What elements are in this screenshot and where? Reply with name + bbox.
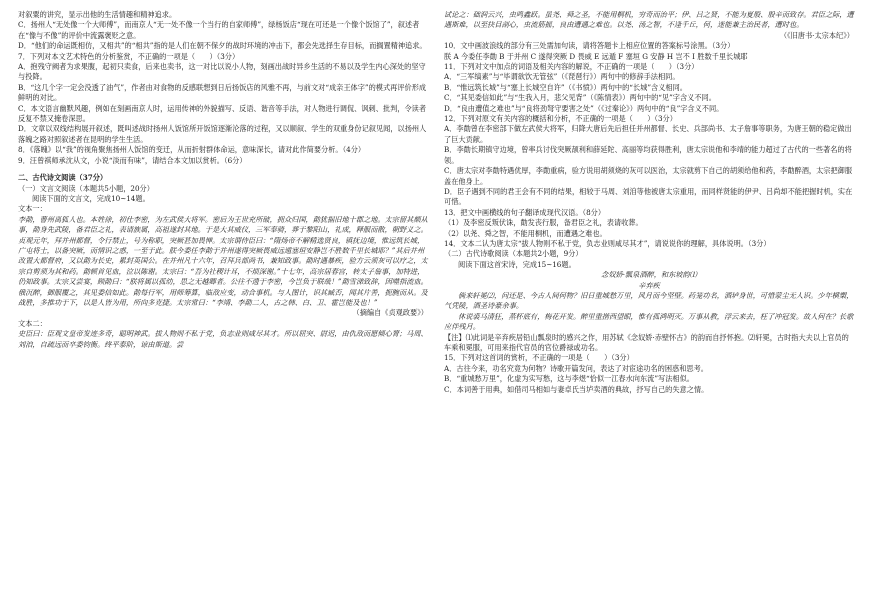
left-paragraph-l4: 7．下列对本文艺术特色的分析鉴赏，不正确的一项是（ ）（3分） <box>18 51 240 61</box>
right-paragraph-r25: 【注】⑴此词是辛弃疾居铅山瓢泉时的感兴之作，用苏轼《念奴娇·赤壁怀古》的韵而自抒怀抱。⑵轩冕，古时指大夫以上官员的车乘和冕服，可用来指代官员的官位爵禄或功名。 <box>444 332 849 352</box>
left-paragraph-l7: C．本文语言幽默风趣，例如在刻画南京人时，运用传神的外貌描写、反语、谐音等手法，对人物进行调侃、讽刺、批判，令读者反复不禁又掩卷深思。 <box>18 103 427 124</box>
left-paragraph-l11 <box>18 166 428 170</box>
right-paragraph-r2: （《旧唐书·太宗本纪》） <box>779 30 854 40</box>
right-paragraph-r13: C．唐太宗对李勣特遇优厚，李勣重病，验方说用胡须烧的灰可以医治，太宗就剪下自己的胡须给他和药，李勣醉酒，太宗把御服盖在他身上。 <box>444 166 853 186</box>
left-paragraph-l12: 二、古代诗文阅读（37分） <box>18 173 108 183</box>
right-paragraph-r19: （二）古代诗歌阅读（本题共2小题，9分） <box>444 249 583 259</box>
left-paragraph-l1: 对叙粟的讲究，显示出他的生活情趣和精神追求。 <box>18 10 177 19</box>
left-paragraph-l3: D．“他们的命运既相仿，又相共”的“相共”指的是人们在朝不保夕的战时环境的冲击下，都会先选择生存目标，而搁置精神追求。 <box>18 41 427 51</box>
right-paragraph-r23: 倘来轩冕⑵，问还是、今古人间何物？旧日重城愁万里，风月而今坚壁。药笼功名，酒垆身世，可惜蒙尘无人识。少年横槊，气凭陵，酒圣诗豪余事。 <box>444 290 854 311</box>
left-paragraph-l6: B．“这几个字一定会没透了油气”，作者由对食物的反感联想到日后扬饭店的风雅不再，与前文对“成亲王体字”的模式再评价形成鲜明的对比。 <box>18 82 427 103</box>
right-paragraph-r9: D．“良由遭值之难也”与“良将劲弩守要害之处”（《过秦论》）两句中的“良”字含义不同。 <box>444 103 724 113</box>
right-paragraph-r10: 12．下列对原文有关内容的概括和分析，不正确的一项是（ ）（3分） <box>444 114 677 124</box>
left-paragraph-l5: A．抱残守阙者为求果腹，起初只卖食，后来也卖书，这一对比以说小人物，刻画出战时异乡生活的不易以及学生内心深处的坚守与投降。 <box>18 62 426 82</box>
left-paragraph-l14: 阅读下面的文言文，完成10~14题。 <box>32 193 150 203</box>
right-paragraph-r17: （2）以尧、舜之智，不能用桐机，而遭遇之难也。 <box>444 228 607 238</box>
left-paragraph-l13: （一）文言文阅读（本题共5小题，20分） <box>18 183 154 193</box>
left-paragraph-l2: C．扬州人“无处像一个大师傅”，而南京人“无一处不像一个当行的自家师傅”，绿杨饭店“现在可还是一个像个饭馆了”，叙述者在“像与不像”的评价中流露褒贬之意。 <box>18 20 420 40</box>
right-paragraph-r15: 13．把文中画横线的句子翻译成现代汉语。（8分） <box>444 207 606 217</box>
right-column <box>444 10 854 395</box>
left-paragraph-l10: 9．汪曾祺师承沈从文，小说“淡而有味”，请结合本文加以赏析。（6分） <box>18 155 247 165</box>
left-paragraph-l16: 李勣，曹州离狐人也。本姓徐，初仕李密，为左武侯大将军。密后为王世充所破，拥众归国，勣犹据旧地十郡之地。太宗留其颇从事，勣身先武陵，备君臣之礼，表请族属，高祖遂封其地。于是大其威仪，三军奉骑，葬于黎阳山，礼成，释服而散，朝野义之。贞观元年，拜并州都督，令行禁止，号为称职，突厥甚加畏惮。太宗谓侍臣曰：“隋炀帝不解精选贤良，镇抚边境，惟远筑长城，广屯将士，以备突厥，而情识之惑，一至于此。朕今委任李勣于并州遂得突厥畏威远遁塞垣安静岂不胜数千里长城耶？”其后并州改置大都督府，又以勣为长史，累封英国公。在并州凡十六年，召拜兵部尚书，兼知政事。勣时遇暴疾，验方云须灰可以疗之，太宗自剪须为其和药。勣顿首见血，泣以陈谢。太宗曰：“吾为社稷计耳，不烦深谢。”十七年，高宗居春宫，转太子詹事，加特进，仍知政事。太宗又尝宴，顾勣曰：“朕将属以孤幼，思之无越卿者。公往不遗于李密，今岂负于联哉！”勣雪涕致辞，因噬指流血。俄沉醉，御服覆之，其见委信如此。勣每行军，用师筹算，临敌应变，动合事机。与人图计，识其臧否，闻其片善，扼腕而从。及战胜，多推功于下，以是人皆为用，所向多克捷。太宗常曰：“李靖、李勣二人，古之韩、白、卫、霍岂能及也！” <box>18 214 428 307</box>
right-paragraph-r11: A．李勣曾在李密部下做左武侯大将军，归降大唐后先后担任并州都督、长史、兵部尚书、太子詹事等职务，为唐王朝的稳定做出了巨大贡献。 <box>444 124 852 144</box>
right-paragraph-r6: A．“三军缟素”与“毕谓欲饮无管弦”（《琵琶行》）两句中的修辞手法相同。 <box>444 72 680 82</box>
right-paragraph-r21: 念奴娇·瓢泉酒醉，和东坡韵⑴ <box>601 270 697 280</box>
right-paragraph-r28: B．“重城愁万里”，化虚为实写愁，这与李煜“恰似一江春水向东流”写法相似。 <box>444 374 694 384</box>
left-paragraph-l9: 8．《落魄》以“我”的视角聚焦扬州人饭馆的变迁，从而折射群体命运，意味深长，请对此作简要分析。（4分） <box>18 145 366 155</box>
left-paragraph-l17: （摘编自《贞观政要》） <box>352 308 428 318</box>
right-paragraph-r3: 10．文中画波浪线的部分有三处需加句读，请将答题卡上相应位置的答案标号涂黑。（3分） <box>444 41 735 51</box>
right-paragraph-r12: B．李勣长期镇守边境，曾率兵讨伐突厥颉利和薛延陀、高丽等均获得胜利，唐太宗说他和李靖的能力超过了古代的一些著名的将领。 <box>444 145 852 165</box>
right-paragraph-r22: 辛弃疾 <box>638 280 660 290</box>
right-paragraph-r24: 休说裘马清狂，蒸杯底有，梅花开发。醉里重揩西望眼，惟有孤鸿明灭。万事从教，浮云来去，枉了冲冠发。故人何在？长歌应伴残月。 <box>444 311 854 332</box>
left-paragraph-l18: 文本二： <box>18 318 47 328</box>
right-paragraph-r26: 15．下列对这首词的赏析，不正确的一项是（ ）（3分） <box>444 353 634 363</box>
left-paragraph-l15: 文本一： <box>18 204 47 214</box>
right-paragraph-r14: D．臣子遇到不同的君王会有不同的结果，相较于马周、刘洎等他被唐太宗重用，而同样贤能的伊尹、吕尚却不能把握时机，实在可惜。 <box>444 186 853 207</box>
left-column <box>18 10 428 350</box>
right-paragraph-r29: C．本词善于用典，如借司马相如与妻卓氏当垆卖酒的典故，抒写自己的失意之情。 <box>444 384 709 394</box>
right-paragraph-r16: （1）及李密反叛伏诛，勣发丧行服，备君臣之礼，表请收葬。 <box>444 218 643 228</box>
left-paragraph-l8: D．文章以双线结构展开叙述，既叫述战时扬州人饭馆所开饭馆逐渐沦落的过程，又以顺叙、学生的双重身份记叙见闻，以扬州人落魄之路对照叙述者在昆明的学生生活。 <box>18 124 427 144</box>
right-paragraph-r4: 朕 A 今委任李勣 B 于并州 C 遂得突厥 D 畏威 E 远遁 F 塞垣 G 安静 H 岂不 I 胜数千里长城耶 <box>444 51 748 61</box>
right-paragraph-r18: 14．文本二认为唐太宗“拔人物则不私于党，负志业则咸尽其才”，请说说你的理解，具体说明。（3分） <box>444 238 771 248</box>
right-paragraph-r20: 阅读下面这首宋诗，完成15~16题。 <box>458 259 576 269</box>
right-paragraph-r7: B．“惟远筑长城”与“塞上长城空自许”（《书愤》）两句中的“长城”含义相同。 <box>444 82 687 92</box>
right-paragraph-r5: 11．下列对文中加点的词语及相关内容的解说，不正确的一项是（ ）（3分） <box>444 62 699 72</box>
right-paragraph-r8: C．“其见委信如此”与“生我入月，悲父见背”（《陈情表》）两句中的“见”字含义不同。 <box>444 93 716 103</box>
left-paragraph-l19: 史臣曰：臣观文皇帝发迹多奇，聪明神武。拔人物则不私于党，负志业则咸尽其才。所以屈突、尉迟，由仇敌而愿倾心膂；马周、刘洎，自疏远而卒委钧衡。终平泰阶，谅由斯道。尝 <box>18 329 428 349</box>
right-paragraph-r27: A．古往今来，功名究竟为何物？诗歌开篇发问，表达了对宦途功名的困惑和思考。 <box>444 363 708 373</box>
right-paragraph-r1: 试论之：础润云兴，虫鸣鑫跃。虽尧、舜之圣，不能用桐机，穷奇而治平；伊、吕之贤，不能为夏殷、殷辛而致存。君臣之际，遭遇斯难，以至抉目剖心，虫流筋摇，良由遭遇之难也。以尧、汤之智，不逢千丘，何，迷能兼主治民者，遭时也。 <box>444 10 854 30</box>
